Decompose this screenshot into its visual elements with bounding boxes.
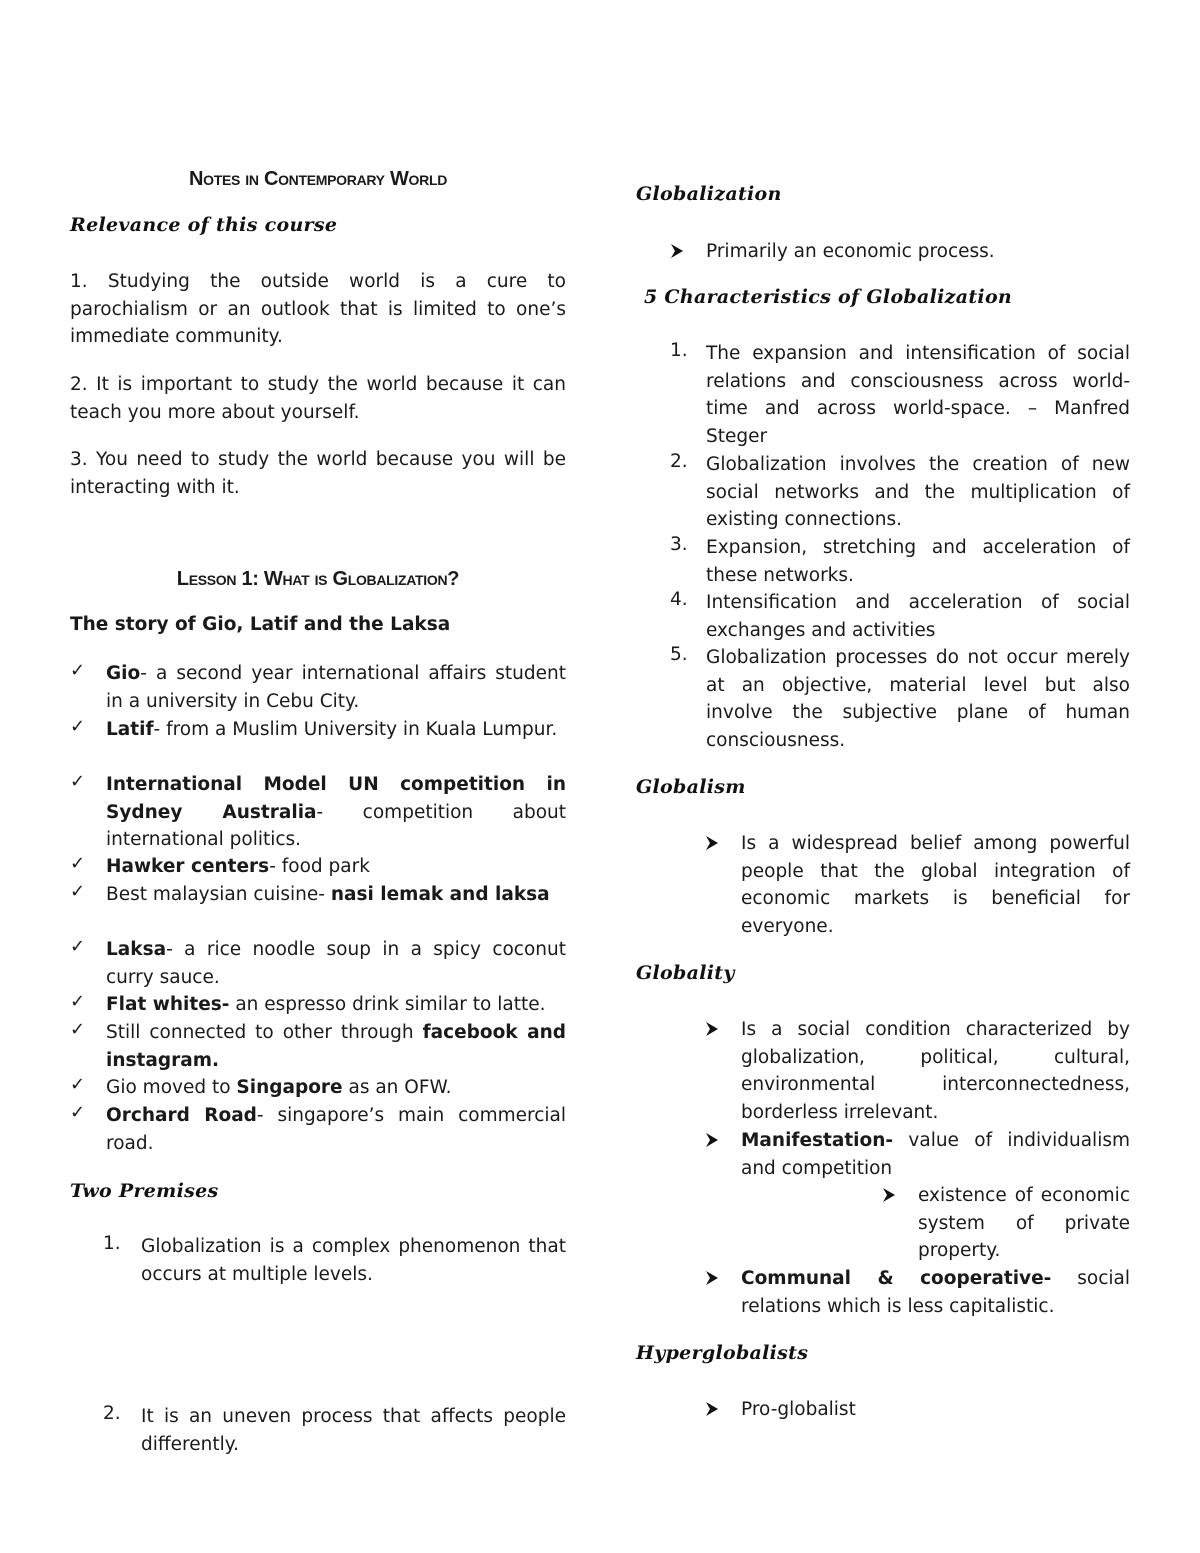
relevance-item-1: 1. Studying the outside world is a cure to parochialism or an outlook that is limited to one’s immediate community.	[70, 271, 566, 347]
story-item: ✓ Latif- from a Muslim University in Kuala Lumpur.	[70, 716, 558, 740]
list-number: 3.	[670, 534, 688, 555]
check-mark-icon: ✓	[70, 1074, 86, 1095]
story-heading: The story of Gio, Latif and the Laksa	[70, 614, 451, 635]
arrowhead-bullet-icon	[882, 1187, 896, 1208]
globalism-heading: Globalism	[636, 776, 746, 798]
story-item: ✓ Gio moved to Singapore as an OFW.	[70, 1074, 452, 1098]
characteristics-heading: 5 Characteristics of Globalization	[644, 286, 1013, 308]
relevance-item-3: 3. You need to study the world because you will be interacting with it.	[70, 449, 566, 498]
check-mark-icon: ✓	[70, 1102, 86, 1123]
globality-heading: Globality	[636, 962, 735, 984]
hyperglobalists-point: Pro-globalist	[741, 1396, 1130, 1424]
characteristic-item: 5. Globalization processes do not occur merely at an objective, material level but also involve the subjective plane of human consciousness.	[670, 644, 1130, 751]
premise-item: 2. It is an uneven process that affects people differently.	[103, 1403, 566, 1455]
story-item: ✓ Gio- a second year international affairs student in a university in Cebu City.	[70, 660, 566, 712]
globalization-heading: Globalization	[636, 183, 782, 205]
document-title: Notes in Contemporary World	[188, 168, 448, 190]
characteristic-item: 4. Intensification and acceleration of social exchanges and activities	[670, 589, 1130, 641]
arrowhead-bullet-icon	[705, 1132, 719, 1153]
story-item: ✓ Hawker centers- food park	[70, 853, 370, 877]
check-mark-icon: ✓	[70, 853, 86, 874]
story-item: ✓ Flat whites- an espresso drink similar to latte.	[70, 991, 546, 1015]
lesson-title: Lesson 1: What is Globalization?	[176, 568, 460, 590]
relevance-item-2: 2. It is important to study the world because it can teach you more about yourself.	[70, 374, 566, 423]
story-item: ✓ Still connected to other through facebook and instagram.	[70, 1019, 566, 1071]
check-mark-icon: ✓	[70, 936, 86, 957]
check-mark-icon: ✓	[70, 1019, 86, 1040]
globalism-point: Is a widespread belief among powerful people that the global integration of economic markets is beneficial for everyone.	[741, 830, 1130, 940]
check-mark-icon: ✓	[70, 716, 86, 737]
characteristic-item: 2. Globalization involves the creation of new social networks and the multiplication of existing connections.	[670, 451, 1130, 530]
story-item: ✓ Laksa- a rice noodle soup in a spicy coconut curry sauce.	[70, 936, 566, 988]
story-item: ✓ Orchard Road- singapore’s main commercial road.	[70, 1102, 566, 1154]
premises-heading: Two Premises	[70, 1180, 219, 1202]
story-item: ✓ International Model UN competition in Sydney Australia- competition about international politics.	[70, 771, 566, 850]
globality-point: Manifestation- value of individualism and competition	[741, 1127, 1130, 1182]
globalization-point: Primarily an economic process.	[706, 238, 1130, 266]
characteristic-item: 1. The expansion and intensification of social relations and consciousness across world-time and across world-space. – Manfred Steger	[670, 340, 1130, 447]
characteristic-item: 3. Expansion, stretching and acceleration of these networks.	[670, 534, 1130, 586]
arrowhead-bullet-icon	[670, 243, 684, 264]
arrowhead-bullet-icon	[705, 1021, 719, 1042]
list-number: 2.	[103, 1403, 121, 1424]
check-mark-icon: ✓	[70, 881, 86, 902]
globality-subpoint: existence of economic system of private property.	[918, 1182, 1130, 1265]
hyperglobalists-heading: Hyperglobalists	[636, 1342, 809, 1364]
story-item: ✓ Best malaysian cuisine- nasi lemak and laksa	[70, 881, 550, 905]
check-mark-icon: ✓	[70, 660, 86, 681]
arrowhead-bullet-icon	[705, 1270, 719, 1291]
check-mark-icon: ✓	[70, 771, 86, 792]
list-number: 5.	[670, 644, 688, 665]
relevance-heading: Relevance of this course	[70, 214, 338, 236]
arrowhead-bullet-icon	[705, 1401, 719, 1422]
list-number: 2.	[670, 451, 688, 472]
globality-point: Communal & cooperative- social relations which is less capitalistic.	[741, 1265, 1130, 1320]
list-number: 4.	[670, 589, 688, 610]
check-mark-icon: ✓	[70, 991, 86, 1012]
list-number: 1.	[670, 340, 688, 361]
premise-item: 1. Globalization is a complex phenomenon that occurs at multiple levels.	[103, 1233, 566, 1285]
globality-point: Is a social condition characterized by globalization, political, cultural, environmental interconnectedness, borderless irrelevant.	[741, 1016, 1130, 1126]
arrowhead-bullet-icon	[705, 835, 719, 856]
list-number: 1.	[103, 1233, 121, 1254]
